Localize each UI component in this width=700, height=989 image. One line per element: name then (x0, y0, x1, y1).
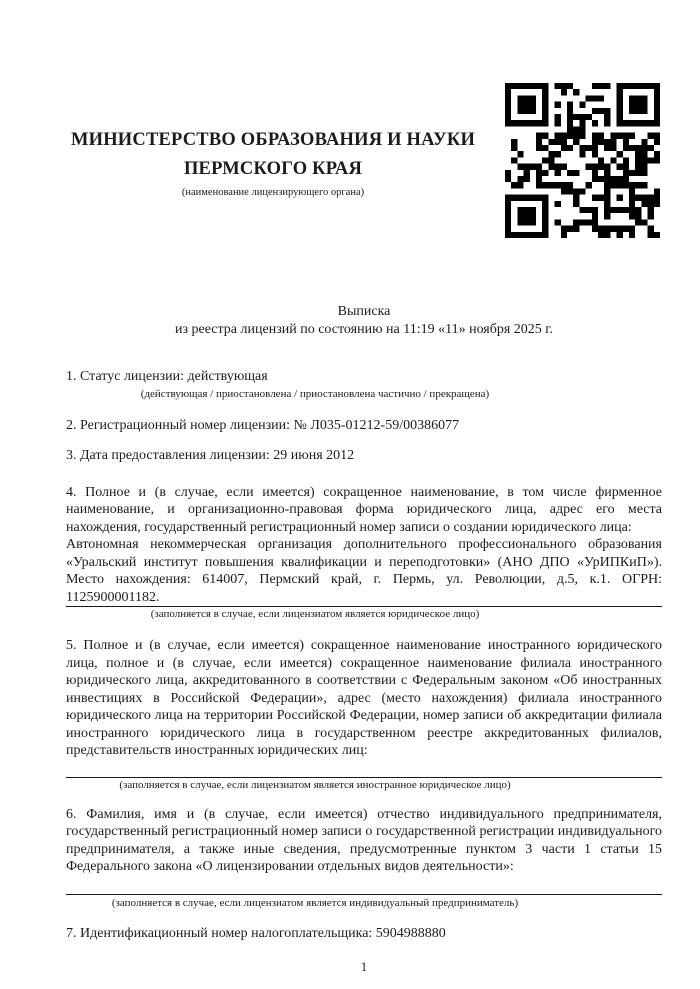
page-number: 1 (360, 959, 368, 974)
ministry-name-line2: ПЕРМСКОГО КРАЯ (183, 159, 363, 179)
item-3-grant-date: 3. Дата предоставления лицензии: 29 июня 2012 (66, 448, 355, 463)
item-2-registration-number: 2. Регистрационный номер лицензии: № Л035-01212-59/00386077 (66, 417, 460, 433)
item-1-license-status: 1. Статус лицензии: действующая (66, 369, 268, 384)
qr-code-icon (505, 83, 660, 238)
item-6-fill-rule (66, 876, 662, 895)
ministry-name-line1: МИНИСТЕРСТВО ОБРАЗОВАНИЯ И НАУКИ (70, 130, 476, 150)
item-7-taxpayer-number: 7. Идентификационный номер налогоплательщика: 5904988880 (66, 925, 446, 941)
item-5-fill-rule (66, 760, 662, 778)
document-title (66, 303, 662, 338)
item-5-caption: (заполняется в случае, если лицензиатом является иностранное юридическое лицо) (119, 778, 511, 791)
document-body (66, 303, 662, 975)
item-5-heading: 5. Полное и (в случае, если имеется) сокращенное наименование иностранного юридического лица, полное и (в случае, если имеется) сокращенное наименование филиала иностранного юридического лица, аккредитованного в соответствии с Федеральным законом «Об иностранных инвестициях в Российской Федерации», адрес (место нахождения) филиала иностранного юридического лица на территории Российской Федерации, номер записи об аккредитации филиала иностранного юридического лица в государственном реестре аккредитованных филиалов, представительств иностранных юридических лиц: (66, 638, 662, 758)
item-6-caption: (заполняется в случае, если лицензиатом является индивидуальный предприниматель) (111, 896, 519, 909)
item-4-heading: 4. Полное и (в случае, если имеется) сокращенное наименование, в том числе фирменное наименование, и организационно-правовая форма юридического лица, адрес его места нахождения, государственный регистрационный номер записи о создании юридического лица: (66, 484, 662, 535)
item-1-caption: (действующая / приостановлена / приостановлена частично / прекращена) (140, 387, 490, 400)
item-4-licensee-value: Автономная некоммерческая организация дополнительного профессионального образования «Уральский институт повышения квалификации и переподготовки» (АНО ДПО «УрИПКиП»). Место нахождения: 614007, Пермский край, г. Пермь, ул. Революции, д.5, к.1. ОГРН: 1125900001182. (66, 537, 662, 605)
ministry-caption: (наименование лицензирующего органа) (181, 187, 365, 198)
item-4-caption: (заполняется в случае, если лицензиатом является юридическое лицо) (150, 608, 480, 620)
item-6-heading: 6. Фамилия, имя и (в случае, если имеется) отчество индивидуального предпринимателя, государственный регистрационный номер записи о государственной регистрации индивидуального предпринимателя, а также иные сведения, предусмотренные пунктом 3 части 1 статьи 15 Федерального закона «О лицензировании отдельных видов деятельности»: (66, 806, 662, 874)
licensing-authority-header (66, 126, 480, 200)
title-line2: из реестра лицензий по состоянию на 11:19 «11» ноября 2025 г. (175, 321, 553, 337)
title-line1: Выписка (337, 304, 391, 319)
